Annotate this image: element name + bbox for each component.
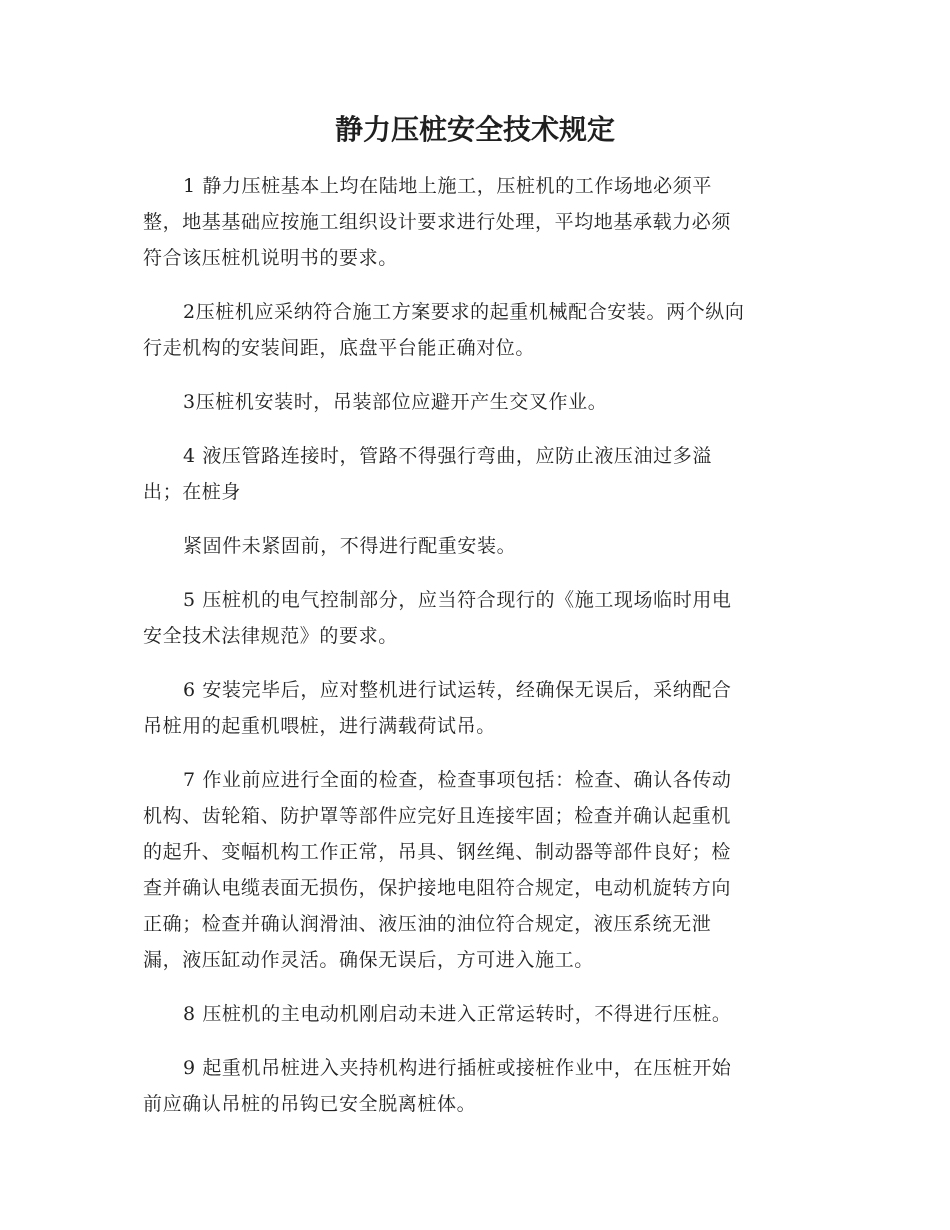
paragraph-6: 6 安装完毕后，应对整机进行试运转，经确保无误后，采纳配合 吊桩用的起重机喂桩，进行满载荷试吊。 (143, 679, 732, 737)
paragraph-1: 1 静力压桩基本上均在陆地上施工，压桩机的工作场地必须平 整，地基基础应按施工组织设计要求进行处理，平均地基承载力必须 符合该压桩机说明书的要求。 (143, 175, 732, 269)
paragraph-3: 3压桩机安装时，吊装部位应避开产生交叉作业。 (183, 391, 608, 413)
paragraph-5: 5 压桩机的电气控制部分，应当符合现行的《施工现场临时用电 安全技术法律规范》的要求。 (143, 589, 732, 647)
paragraph-7: 7 作业前应进行全面的检查，检查事项包括：检查、确认各传动 机构、齿轮箱、防护罩等部件应完好且连接牢固；检查并确认起重机 的起升、变幅机构工作正常，吊具、钢丝绳、制动器等部件良好；检 查并确认电缆表面无损伤，保护接地电阻符合规定，电动机旋转方向 正确；检查并确认润滑油、液压油的油位符合规定，液压系统无泄 漏，液压缸动作灵活。确保无误后，方可进入施工。 (143, 769, 732, 971)
paragraph-4: 4 液压管路连接时，管路不得强行弯曲，应防止液压油过多溢 出；在桩身 (143, 445, 712, 503)
document-title: 静力压桩安全技术规定 (334, 113, 615, 146)
document-body (143, 168, 811, 1140)
paragraph-4-continued: 紧固件未紧固前，不得进行配重安装。 (183, 535, 517, 557)
paragraph-9: 9 起重机吊桩进入夹持机构进行插桩或接桩作业中，在压桩开始 前应确认吊桩的吊钩已安全脱离桩体。 (143, 1057, 732, 1115)
paragraph-8: 8 压桩机的主电动机刚启动未进入正常运转时，不得进行压桩。 (183, 1003, 732, 1025)
paragraph-2: 2压桩机应采纳符合施工方案要求的起重机械配合安装。两个纵向 行走机构的安装间距，底盘平台能正确对位。 (143, 301, 745, 359)
